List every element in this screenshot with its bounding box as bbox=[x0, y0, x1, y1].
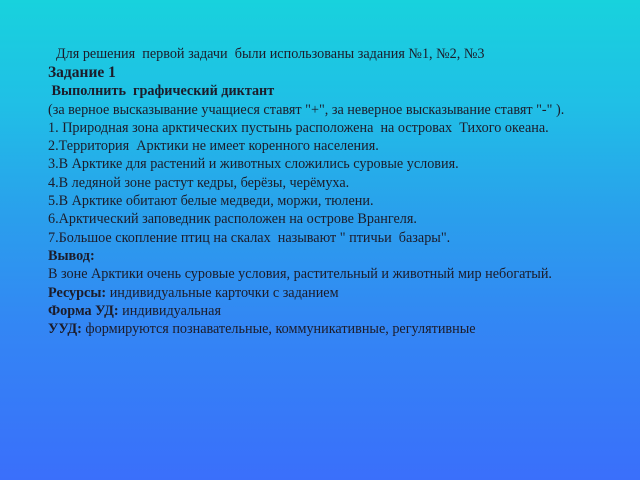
conclusion-label: Вывод: bbox=[48, 247, 95, 264]
form-label: Форма УД: bbox=[48, 302, 119, 319]
statement-item: 1. Природная зона арктических пустынь расположена на островах Тихого океана. bbox=[48, 119, 549, 136]
statement-item: 3.В Арктике для растений и животных сложились суровые условия. bbox=[48, 156, 459, 173]
resources-text: индивидуальные карточки с заданием bbox=[106, 284, 339, 301]
form-text: индивидуальная bbox=[118, 302, 221, 319]
form-row bbox=[48, 302, 608, 320]
uud-text: формируются познавательные, коммуникативные, регулятивные bbox=[81, 321, 476, 338]
slide-content bbox=[48, 45, 608, 338]
task-title: Задание 1 bbox=[48, 64, 116, 82]
resources-label: Ресурсы: bbox=[48, 284, 107, 301]
conclusion-text: В зоне Арктики очень суровые условия, растительный и животный мир небогатый. bbox=[48, 266, 552, 283]
uud-label: УУД: bbox=[48, 321, 82, 338]
intro-text: Для решения первой задачи были использованы задания №1, №2, №3 bbox=[56, 46, 485, 62]
statement-item: 7.Большое скопление птиц на скалах называют " птичьи базары". bbox=[48, 229, 451, 246]
statement-item: 6.Арктический заповедник расположен на острове Врангеля. bbox=[48, 211, 417, 228]
statement-list bbox=[48, 119, 608, 247]
statement-item: 4.В ледяной зоне растут кедры, берёзы, черёмуха. bbox=[48, 174, 350, 191]
instruction-text: (за верное высказывание учащиеся ставят "+", за неверное высказывание ставят "-" ). bbox=[48, 101, 565, 118]
task-subtitle: Выполнить графический диктант bbox=[48, 83, 275, 100]
resources-row bbox=[48, 284, 608, 302]
uud-row bbox=[48, 320, 608, 338]
statement-item: 5.В Арктике обитают белые медведи, моржи, тюлени. bbox=[48, 193, 374, 210]
statement-item: 2.Территория Арктики не имеет коренного населения. bbox=[48, 138, 379, 155]
